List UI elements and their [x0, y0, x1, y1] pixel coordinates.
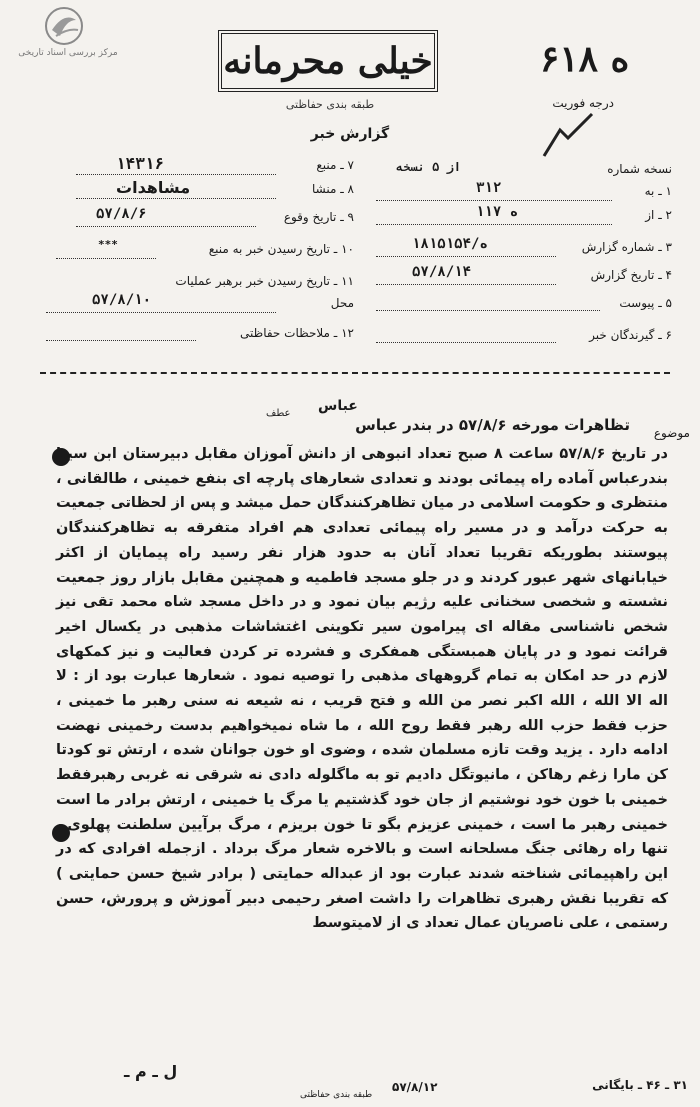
footer-initials: ل ـ م ـ [124, 1062, 178, 1081]
field-origin: ۸ ـ منشا مشاهدات [36, 178, 354, 202]
field-report-date: ۴ ـ تاریخ گزارش ۵۷/۸/۱۴ [366, 264, 672, 288]
footer-small-note: طبقه بندی حفاظتی [300, 1090, 373, 1100]
field-copy-number: نسخه شماره از ۵ نسخه [396, 160, 672, 176]
classification-subtitle: طبقه بندی حفاظتی [285, 98, 375, 111]
field-source-received-date: ۱۰ ـ تاریخ رسیدن خبر به منبع *** [36, 238, 354, 262]
field-report-number: ۳ ـ شماره گزارش ۱۸۱ه/۵۱۵۴ [366, 236, 672, 260]
archive-name: مرکز بررسی اسناد تاریخی [18, 48, 118, 58]
field-attachment: ۵ ـ پیوست [366, 292, 672, 316]
archive-emblem-icon [44, 6, 84, 46]
archive-logo [8, 6, 118, 66]
report-body [56, 442, 668, 936]
footer-date-stamp: ۵۷/۸/۱۲ [392, 1080, 438, 1094]
field-source: ۷ ـ منبع ۱۴۳۱۶ [36, 154, 354, 178]
priority-label: درجه فوریت [552, 96, 614, 110]
classification-stamp [218, 30, 438, 92]
field-to: ۱ ـ به ۳۱۲ [366, 180, 672, 204]
field-operation-received-date: ۱۱ ـ تاریخ رسیدن خبر برهبر عملیات [175, 274, 354, 288]
classification-text: خیلی محرمانه [223, 40, 433, 82]
body-paragraph: در تاریخ ۵۷/۸/۶ ساعت ۸ صبح تعداد انبوهی از دانش آموزان مقابل دبیرستان ابن سینا بندرعباس آماده راه پیمائی بودند و تعدادی شعارهای پارچه ای بنفع خمینی ، طالقانی ، منتظری و حکومت اسلامی در میان تظاهرکنندگان حمل میشد و پس از لحظاتی جمعیت به حرکت درآمد و در مسیر راه پیمائی تعدادی هم افراد متفرقه به تظاهرکنندگان پیوستند بطوریکه تقریبا تعداد آنان به حدود هزار نفر رسید راه پیمایان از اکثر خیابانهای شهر عبور کردند و در جلو مسجد فاطمیه و همچنین مقابل بازار روز جمعیت نشسته و شخصی سخنانی علیه رژیم بیان نمود و در داخل مسجد شاه محمد تقی نیز شخص ناشناسی مقاله ای پیرامون سیر تکوینی اغتشاشات مذهبی در یکسال اخیر قرائت نمود و در پایان همبستگی همفکری و فشرده تر کردن فعالیت و نیز کمکهای لازم در حد امکان به تمام گروههای مذهبی را توصیه نمود . شعارها عبارت بود از : لا اله الا الله ، الله اکبر نصر من الله و فتح قریب ، نه شیعه نه سنی رهبر ما خمینی ، حزب فقط حزب الله رهبر فقط روح الله ، ما شاه نمیخواهیم بدست رخمینی نهضت ادامه دارد . یزید وقت تازه مسلمان شده ، وضوی او خون جوانان شده ، ارتش تو کودتا کن مارا زغم رهاکن ، مانیوتگل دادیم تو به ماگلوله دادی نه شرقی نه غربی رهبرفقط خمینی با خون خود نوشتیم از جان خود گذشتیم یا مرگ یا خمینی ، ارتش برادر ما است خمینی رهبر ما است ، خمینی عزیزم بگو تا خون بریزم ، مرگ برآیین سلطنت پهلوی ، تنها راه رهائی جنگ مسلحانه است و بالاخره شعار مرگ برداد . ازجمله افرادی که در این راهپیمائی شناخته شدند عبارت بود از عبداله حمایتی ( برادر شیخ حسن حمایتی ) که تقریبا نقش رهبری تظاهرات را داشت اصغر رحیمی دبیر آموزش و پرورش، حسن رستمی ، علی ناصریان عمال تعداد ی از لامیتوسط [56, 446, 668, 932]
field-security-notes: ۱۲ ـ ملاحظات حفاظتی [36, 322, 354, 346]
subject-handwritten-insert: عباس [318, 398, 358, 414]
reference-label: عطف [266, 408, 291, 419]
field-occurrence-date: ۹ ـ تاریخ وقوع ۵۷/۸/۶ [36, 206, 354, 230]
check-mark-icon [538, 110, 598, 160]
section-divider [40, 372, 670, 374]
field-from: ۲ ـ از ۱۱۷ ه [366, 204, 672, 228]
handwritten-number: ۶۱۸ ه [540, 38, 630, 80]
field-recipients: ۶ ـ گیرندگان خبر [366, 324, 672, 348]
report-title: گزارش خبر [310, 126, 390, 142]
subject-text: تظاهرات مورخه ۵۷/۸/۶ در بندر عباس [355, 416, 630, 434]
footer-reference: ۳۱ ـ ۴۶ ـ بایگانی [592, 1078, 688, 1092]
subject-label: موضوع [653, 426, 690, 440]
field-location: محل ۵۷/۸/۱۰ [36, 292, 354, 316]
